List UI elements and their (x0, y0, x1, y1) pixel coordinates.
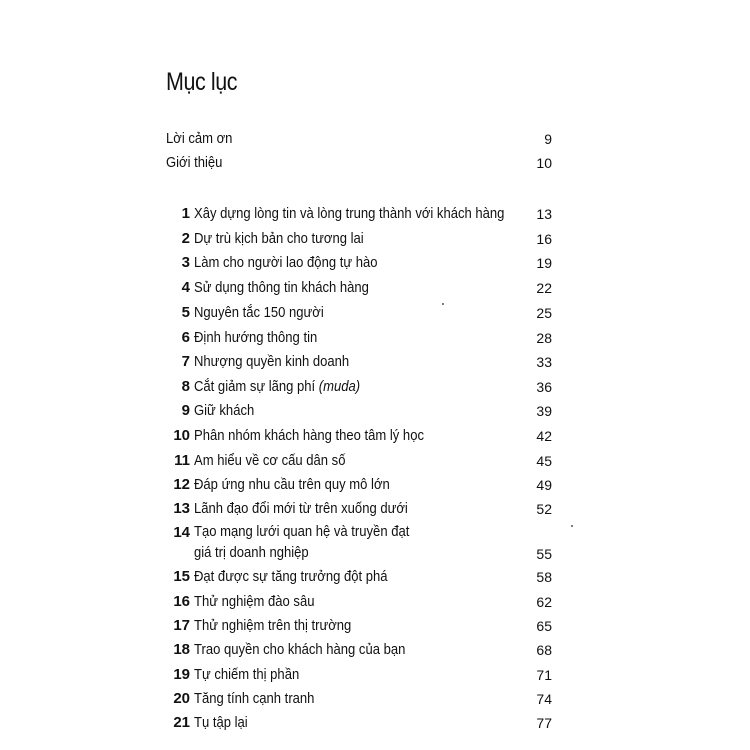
toc-entry-page: 9 (544, 131, 552, 147)
chapter-page: 42 (536, 428, 552, 444)
chapter-title: Đạt được sự tăng trưởng đột phá (194, 569, 388, 585)
chapter-title: Tụ tập lại (194, 715, 248, 731)
toc-entry-page: 10 (536, 155, 552, 171)
chapter-title: Thử nghiệm trên thị trường (194, 618, 352, 634)
toc-chapter-18 (166, 639, 552, 661)
toc-chapter-6 (166, 327, 552, 349)
chapter-page: 33 (536, 354, 552, 370)
chapter-page: 77 (536, 715, 552, 731)
chapter-title (194, 376, 360, 398)
chapter-number: 11 (174, 452, 190, 469)
chapter-number: 15 (173, 568, 190, 585)
chapter-title: Sử dụng thông tin khách hàng (194, 280, 369, 296)
chapter-number: 16 (173, 593, 190, 610)
chapter-title: Làm cho người lao động tự hào (194, 255, 378, 271)
chapter-number: 13 (173, 500, 190, 517)
toc-chapter-1 (166, 203, 552, 225)
chapter-number: 5 (181, 304, 190, 321)
chapter-page: 22 (536, 280, 552, 296)
toc-chapter-14 (166, 522, 552, 566)
chapter-title: Am hiểu về cơ cấu dân số (194, 453, 346, 469)
toc-chapter-5 (166, 302, 552, 324)
chapter-title-italic: (muda) (318, 379, 361, 395)
chapter-number: 3 (181, 254, 190, 271)
chapter-page: 19 (536, 255, 552, 271)
chapter-number: 12 (173, 476, 190, 493)
chapter-number: 9 (181, 402, 190, 419)
chapter-title: Lãnh đạo đổi mới từ trên xuống dưới (194, 501, 408, 517)
chapter-page: 68 (536, 642, 552, 658)
toc-entry-introduction (166, 152, 552, 174)
chapter-number: 10 (173, 427, 190, 444)
chapter-number: 7 (181, 353, 190, 370)
chapter-number: 6 (181, 329, 190, 346)
chapter-page: 52 (536, 501, 552, 517)
chapter-number: 21 (173, 714, 190, 731)
toc-chapter-17 (166, 615, 552, 637)
chapter-page: 28 (536, 330, 552, 346)
chapter-title: Nguyên tắc 150 người (194, 305, 324, 321)
chapter-page: 49 (536, 477, 552, 493)
chapter-page: 36 (536, 379, 552, 395)
chapter-number: 2 (181, 230, 190, 247)
toc-chapter-16 (166, 591, 552, 613)
chapter-page: 13 (536, 206, 552, 222)
chapter-title: Đáp ứng nhu cầu trên quy mô lớn (194, 477, 390, 493)
chapter-title: Trao quyền cho khách hàng của bạn (194, 642, 406, 658)
chapter-number: 14 (173, 524, 190, 541)
toc-chapter-21 (166, 712, 552, 734)
chapter-title: Nhượng quyền kinh doanh (194, 354, 350, 370)
chapter-title: Phân nhóm khách hàng theo tâm lý học (194, 428, 424, 444)
chapter-title: Thử nghiệm đào sâu (194, 594, 315, 610)
chapter-number: 17 (173, 617, 190, 634)
chapter-page: 55 (536, 546, 552, 562)
toc-chapter-8 (166, 376, 552, 398)
toc-chapter-11 (166, 450, 552, 472)
toc-entry-acknowledgements (166, 128, 552, 150)
chapter-title: Dự trù kịch bản cho tương lai (194, 231, 364, 247)
chapter-number: 8 (181, 378, 190, 395)
chapter-page: 16 (536, 231, 552, 247)
chapter-page: 74 (536, 691, 552, 707)
chapter-number: 1 (181, 205, 190, 222)
scan-speck (571, 525, 573, 527)
chapter-number: 19 (173, 666, 190, 683)
chapter-page: 65 (536, 618, 552, 634)
toc-chapter-10 (166, 425, 552, 447)
chapter-title: Xây dựng lòng tin và lòng trung thành với khách hàng (194, 206, 505, 222)
toc-chapter-2 (166, 228, 552, 250)
chapter-number: 4 (181, 279, 190, 296)
chapter-title (194, 522, 409, 564)
chapter-page: 45 (536, 453, 552, 469)
toc-chapter-20 (166, 688, 552, 710)
chapter-number: 20 (173, 690, 190, 707)
chapter-title: Định hướng thông tin (194, 330, 318, 346)
page-title: Mục lục (166, 68, 238, 96)
chapter-title: Giữ khách (194, 403, 255, 419)
toc-chapter-13 (166, 498, 552, 520)
chapter-page: 71 (536, 667, 552, 683)
toc-chapter-15 (166, 566, 552, 588)
chapter-title: Tự chiếm thị phần (194, 667, 300, 683)
chapter-page: 62 (536, 594, 552, 610)
chapter-title-text: Cắt giảm sự lãng phí (194, 379, 316, 395)
toc-chapter-4 (166, 277, 552, 299)
chapter-page: 25 (536, 305, 552, 321)
chapter-page: 58 (536, 569, 552, 585)
chapter-number: 18 (173, 641, 190, 658)
toc-chapter-3 (166, 252, 552, 274)
toc-chapter-9 (166, 400, 552, 422)
chapter-title-line-2: giá trị doanh nghiệp (194, 545, 309, 561)
toc-chapter-12 (166, 474, 552, 496)
scan-speck (442, 303, 444, 305)
toc-entry-label: Lời cảm ơn (166, 131, 233, 147)
chapter-title-line-1: Tạo mạng lưới quan hệ và truyền đạt (194, 524, 410, 540)
toc-entry-label: Giới thiệu (166, 155, 223, 171)
toc-chapter-7 (166, 351, 552, 373)
chapter-page: 39 (536, 403, 552, 419)
chapter-title: Tăng tính cạnh tranh (194, 691, 315, 707)
toc-chapter-19 (166, 664, 552, 686)
